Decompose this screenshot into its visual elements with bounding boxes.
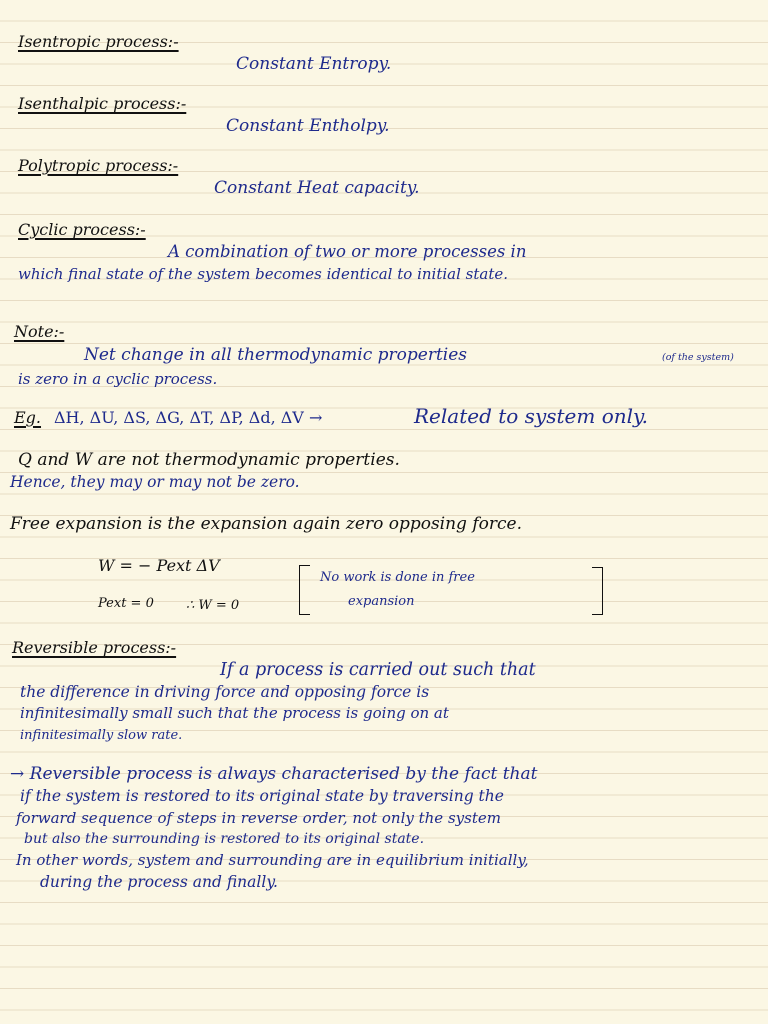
reversible-characteristic-line4: but also the surrounding is restored to its original state.: [24, 831, 425, 847]
example-label: Eg.: [14, 408, 42, 427]
isenthalpic-definition: Constant Entholpy.: [226, 116, 390, 136]
note-box-right-bracket: [592, 567, 603, 615]
example-result: Related to system only.: [414, 404, 649, 428]
isenthalpic-heading: Isenthalpic process:-: [18, 94, 187, 113]
note-line1: Net change in all thermodynamic properties: [84, 345, 468, 365]
cyclic-definition-line2: which final state of the system becomes identical to initial state.: [18, 265, 508, 283]
note-box-left-bracket: [299, 565, 310, 615]
reversible-characteristic-line1: → Reversible process is always characterised by the fact that: [10, 764, 538, 784]
isentropic-heading: Isentropic process:-: [18, 32, 179, 51]
free-expansion-note-line2: expansion: [348, 594, 415, 609]
free-expansion-note-line1: No work is done in free: [320, 570, 475, 585]
reversible-characteristic-line2: if the system is restored to its original state by traversing the: [20, 787, 504, 805]
reversible-definition-line2: the difference in driving force and opposing force is: [20, 683, 430, 701]
pext-condition: Pext = 0: [98, 596, 154, 611]
note-line2: is zero in a cyclic process.: [18, 370, 218, 388]
reversible-definition-line3: infinitesimally small such that the process is going on at: [20, 704, 449, 722]
cyclic-heading: Cyclic process:-: [18, 220, 146, 239]
reversible-characteristic-line3: forward sequence of steps in reverse order, not only the system: [16, 809, 501, 827]
free-expansion-definition: Free expansion is the expansion again zero opposing force.: [10, 514, 522, 534]
hence-statement: Hence, they may or may not be zero.: [10, 473, 300, 491]
work-formula: W = − Pext ΔV: [98, 556, 220, 575]
qw-statement: Q and W are not thermodynamic properties.: [18, 450, 400, 470]
reversible-definition-line4: infinitesimally slow rate.: [20, 728, 183, 743]
isentropic-definition: Constant Entropy.: [236, 54, 392, 74]
reversible-characteristic-line5: In other words, system and surrounding are in equilibrium initially,: [16, 851, 529, 869]
reversible-characteristic-line6: during the process and finally.: [40, 873, 278, 891]
example-delta-list: ΔH, ΔU, ΔS, ΔG, ΔT, ΔP, Δd, ΔV →: [54, 408, 323, 427]
cyclic-definition-line1: A combination of two or more processes in: [168, 242, 527, 261]
polytropic-definition: Constant Heat capacity.: [214, 178, 420, 198]
reversible-heading: Reversible process:-: [12, 638, 177, 657]
reversible-definition-line1: If a process is carried out such that: [220, 660, 536, 680]
note-heading: Note:-: [14, 322, 65, 341]
work-zero-result: ∴ W = 0: [186, 598, 240, 613]
note-annotation: (of the system): [662, 352, 734, 363]
polytropic-heading: Polytropic process:-: [18, 156, 179, 175]
